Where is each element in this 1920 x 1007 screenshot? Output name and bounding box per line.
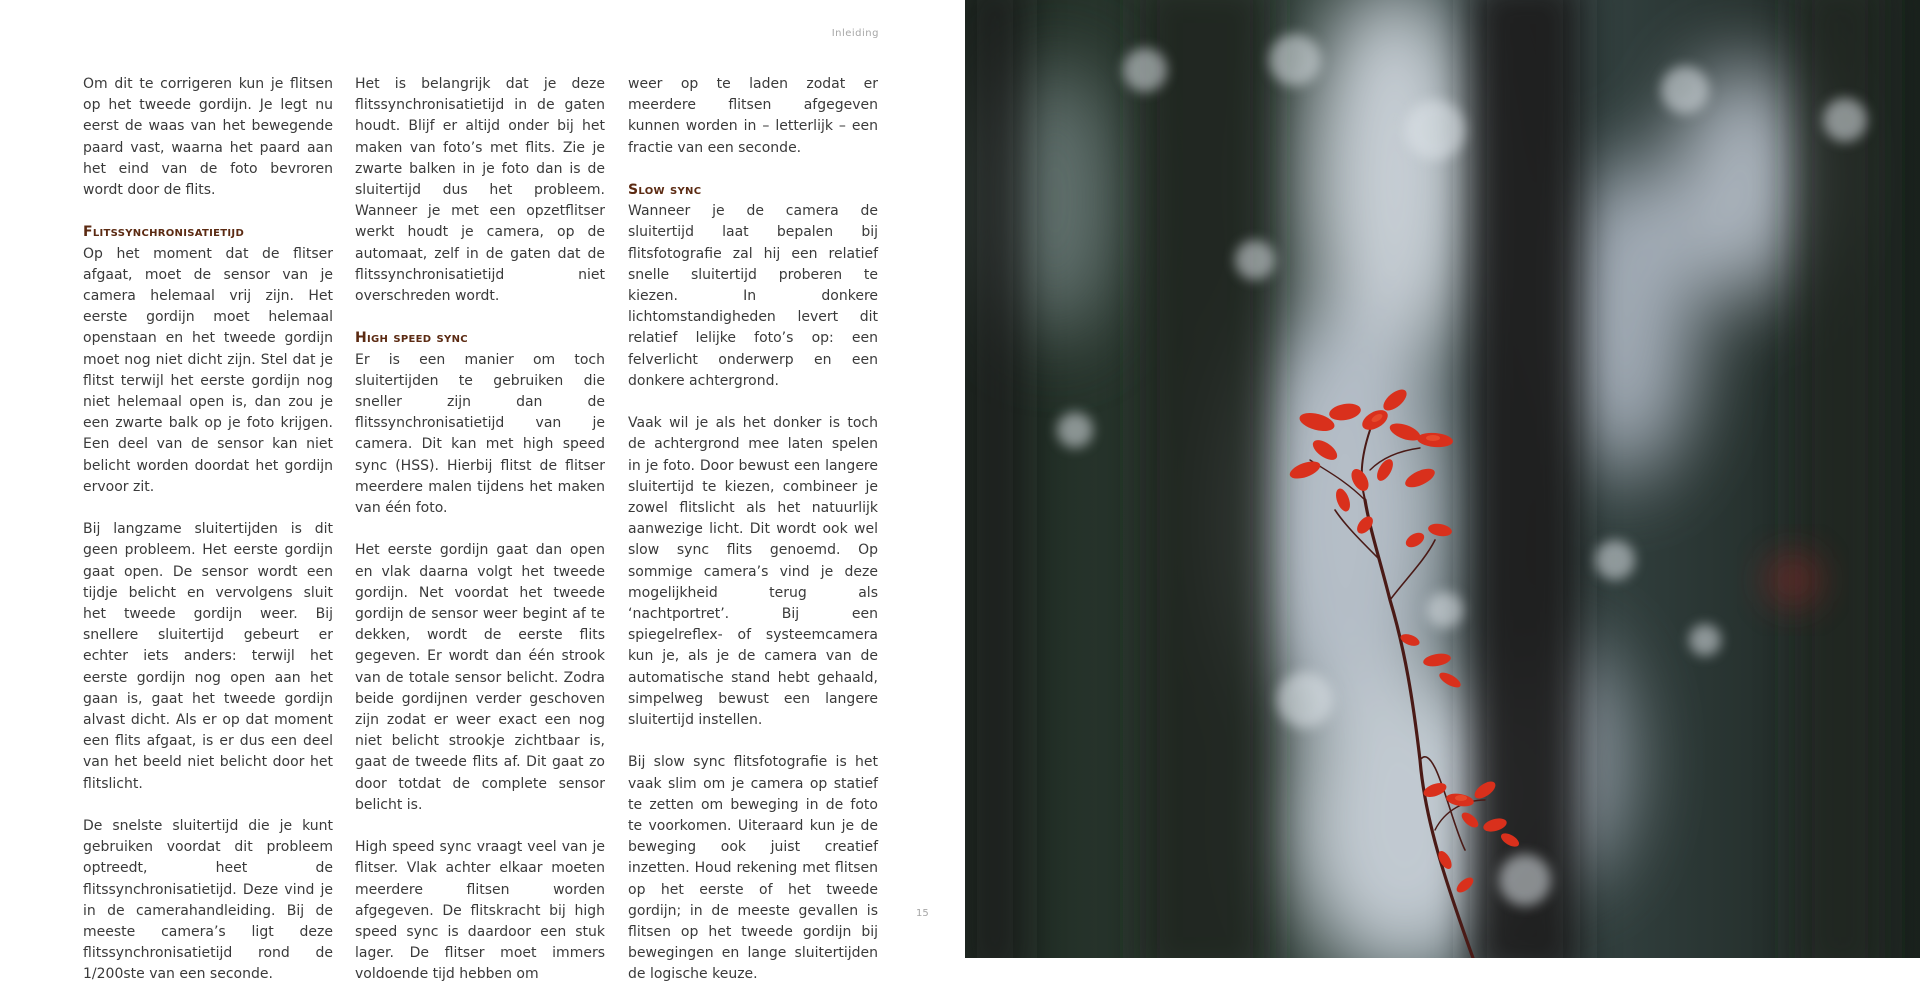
page-number: 15: [916, 908, 929, 919]
running-head: Inleiding: [831, 28, 879, 39]
paragraph: Vaak wil je als het donker is toch de achtergrond mee laten spelen in je foto. Door bewust een langere sluitertijd te kiezen, combineer je zowel flitslicht als het natuurlijk aanwezige licht. Dit wordt ook wel slow sync flits genoemd. Op sommige camera’s vind je deze mogelijkheid terug als ‘nachtportret’. Bij een spiegelreflex- of systeemcamera kun je, als je de camera van de automatische stand hebt gehaald, simpelweg bewust een langere sluitertijd instellen.: [628, 415, 878, 729]
text-column-2: [355, 74, 605, 1007]
paragraph: De snelste sluitertijd die je kunt gebruiken voordat dit probleem optreedt, heet de flitssynchronisatietijd. Deze vind je in de camerahandleiding. Bij de meeste camera’s ligt deze flitssynchronisatietijd rond de 1/200ste van een seconde.: [83, 818, 333, 983]
paragraph: High speed sync vraagt veel van je flitser. Vlak achter elkaar moeten meerdere flitsen worden afgegeven. De flitskracht bij high speed sync is daardoor een stuk lager. De flitser moet immers voldoende tijd hebben om: [355, 839, 605, 983]
paragraph: Er is een manier om toch sluitertijden te gebruiken die sneller zijn dan de flitssynchronisatietijd van je camera. Dit kan met high speed sync (HSS). Hierbij flitst de flitser meerdere malen tijdens het maken van één foto.: [355, 351, 605, 517]
paragraph: Bij langzame sluitertijden is dit geen probleem. Het eerste gordijn gaat open. De sensor wordt een tijdje belicht en vervolgens sluit het tweede gordijn weer. Bij snellere sluitertijd gebeurt er echter iets anders: terwijl het eerste gordijn nog open aan het gaan is, gaat het tweede gordijn alvast dicht. Als er op dat moment een flits afgaat, is er dus een deel van het beeld niet belicht door het flitslicht.: [83, 521, 333, 792]
text-column-1: [83, 74, 333, 1007]
paragraph: weer op te laden zodat er meerdere flitsen afgegeven kunnen worden in – letterlijk – een fractie van een seconde.: [628, 76, 878, 156]
paragraph: Bij slow sync flitsfotografie is het vaak slim om je camera op statief te zetten om beweging in de foto te voorkomen. Uiteraard kun je de beweging ook juist creatief inzetten. Houd rekening met flitsen op het eerste of het tweede gordijn; in de meeste gevallen is flitsen op het tweede gordijn bij bewegingen en lange sluitertijden de logische keuze.: [628, 754, 878, 983]
paragraph: Het eerste gordijn gaat dan open en vlak daarna volgt het tweede gordijn. Net voordat het tweede gordijn de sensor weer begint af te dekken, wordt de eerste flits gegeven. Er wordt dan één strook van de totale sensor belicht. Zodra beide gordijnen verder geschoven zijn zodat er weer exact een nog niet belicht strookje zichtbaar is, gaat de tweede flits af. Dit gaat zo door totdat de complete sensor belicht is.: [355, 542, 605, 813]
paragraph: Op het moment dat de flitser afgaat, moet de sensor van je camera helemaal vrij zijn. Het eerste gordijn moet helemaal openstaan en het tweede gordijn moet nog niet dicht zijn. Stel dat je flitst terwijl het eerste gordijn nog niet helemaal open is, dan zou je een zwarte balk op je foto krijgen. Een deel van de sensor kan niet belicht worden doordat het gordijn ervoor zit.: [83, 245, 333, 495]
section-heading: High speed sync: [355, 330, 468, 347]
red-leaves-photo-illustration: [965, 0, 1920, 958]
text-page: [0, 0, 965, 983]
section-heading: Slow sync: [628, 182, 702, 198]
forest-photo: [965, 0, 1920, 958]
paragraph: Om dit te corrigeren kun je flitsen op het tweede gordijn. Je legt nu eerst de waas van het bewegende paard vast, waarna het paard aan het eind van de foto bevroren wordt door de flits.: [83, 76, 333, 199]
text-column-3: [628, 74, 878, 1007]
section-heading: Flitssynchronisatietijd: [83, 224, 245, 241]
paragraph: Wanneer je de camera de sluitertijd laat bepalen bij flitsfotografie zal hij een relatief snelle sluitertijd proberen te kiezen. In donkere lichtomstandigheden levert dit relatief lelijke foto’s op: een felverlicht onderwerp en een donkere achtergrond.: [628, 203, 878, 389]
paragraph: Het is belangrijk dat je deze flitssynchronisatietijd in de gaten houdt. Blijf er altijd onder bij het maken van foto’s met flits. Zie je zwarte balken in je foto dan is de sluitertijd dus het probleem. Wanneer je met een opzetflitser werkt houdt je camera, op de automaat, zelf in de gaten dat de flitssynchronisatietijd niet overschreden wordt.: [355, 76, 605, 305]
